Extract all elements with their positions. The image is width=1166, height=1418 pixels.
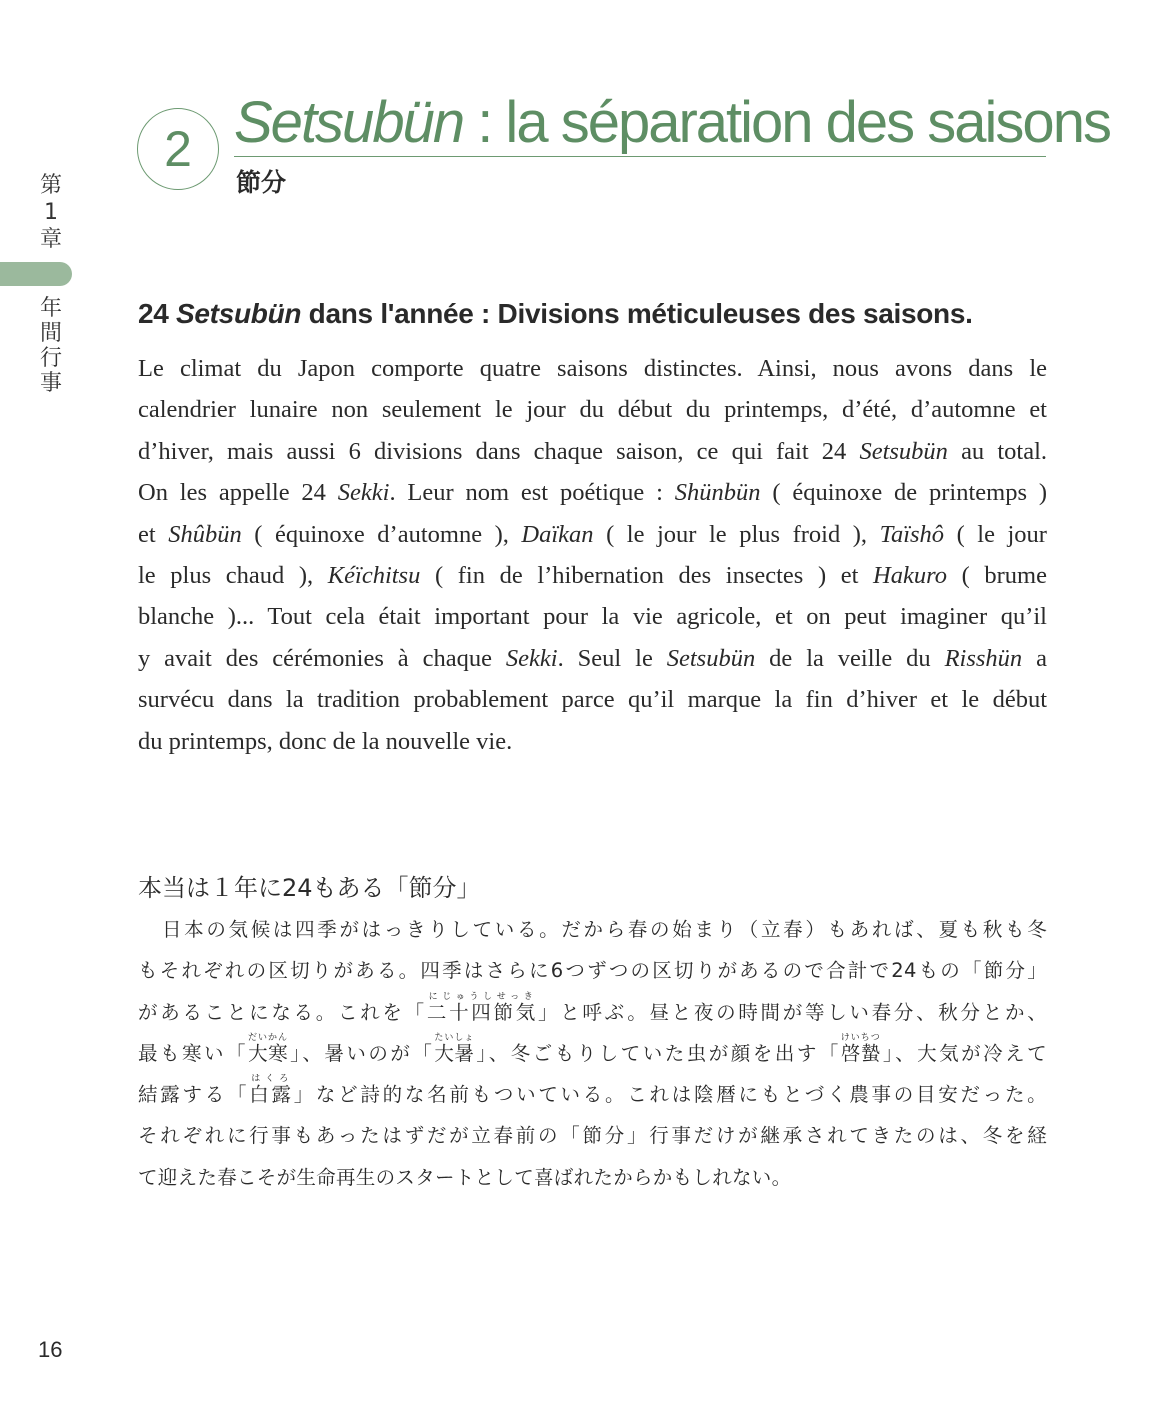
french-term: Sekki [505,644,558,672]
section-char: 事 [39,371,62,396]
japanese-text: 」、暑いのが「 [287,1041,435,1065]
french-term: Kéïchitsu [327,561,421,589]
furigana-reading: だいかん [247,1032,288,1043]
japanese-line [138,950,1047,991]
furigana-reading: たいしょ [434,1032,475,1043]
title-rest: : la séparation des saisons [463,90,1110,155]
french-text: ( le jour [944,520,1047,548]
chapter-char: 1 [44,200,58,225]
french-heading-number: 24 [138,298,177,329]
title-italic: Setsubün [234,90,464,155]
furigana-term: 大寒だいかん [247,1032,288,1065]
french-heading-rest: dans l'année : Divisions méticuleuses des saisons. [301,298,973,329]
french-text: de la veille du [755,644,945,672]
section-number-badge [137,108,219,190]
french-text: d’hiver, mais aussi 6 divisions dans chaque saison, ce qui fait 24 [138,437,860,465]
furigana-reading: にじゅうしせっき [426,991,536,1002]
french-term: Hakuro [873,561,947,589]
french-text: a [1022,644,1047,672]
french-term: Setsubün [666,644,756,672]
furigana-term: 白露はくろ [249,1074,294,1107]
french-term: Taïshô [879,520,945,548]
furigana-term: 啓蟄けいちつ [840,1032,881,1065]
french-text: On les appelle 24 [138,479,338,507]
section-char: 間 [39,321,62,346]
french-term: Shünbün [674,479,761,507]
chapter-char: 第 [39,173,62,198]
french-line [138,431,1047,472]
japanese-text: があることになる。これを「 [138,1000,427,1024]
french-text: calendrier lunaire non seulement le jour du début du printemps, d’été, d’automne et [138,396,1047,424]
japanese-line [138,909,1047,950]
french-term: Daïkan [521,520,594,548]
french-line [138,596,1047,637]
french-text: ( équinoxe de printemps ) [760,479,1047,507]
french-text: le plus chaud ), [138,561,328,589]
french-text: du printemps, donc de la nouvelle vie. [138,727,513,755]
chapter-label [38,172,64,253]
japanese-line [138,1115,1047,1156]
page-number: 16 [38,1337,63,1362]
japanese-heading: 本当は１年に24もある「節分」 [138,874,481,902]
furigana-term: 大暑たいしょ [434,1032,475,1065]
french-text: ( le jour le plus froid ), [593,520,880,548]
chapter-char: 章 [39,227,62,252]
chapter-tab-marker [0,262,72,286]
japanese-text: 」と呼ぶ。昼と夜の時間が等しい春分、秋分とか、 [537,1000,1047,1024]
japanese-line [138,1033,1047,1074]
french-text: blanche )... Tout cela était important pour la vie agricole, et on peut imaginer qu’il [138,603,1047,631]
french-text: . Leur nom est poétique : [389,479,675,507]
french-line [138,389,1047,430]
furigana-reading: けいちつ [840,1032,881,1043]
french-line [138,679,1047,720]
section-label [38,296,64,396]
french-text: ( équinoxe d’automne ), [241,520,522,548]
section-char: 行 [39,346,62,371]
french-line [138,638,1047,679]
french-text: y avait des cérémonies à chaque [138,644,506,672]
french-term: Shûbün [168,520,242,548]
french-text: ( brume [947,561,1047,589]
french-heading [138,298,1050,330]
furigana-term: 二十四節気にじゅうしせっき [426,991,538,1024]
title-japanese: 節分 [236,168,287,197]
japanese-text: 結露する「 [138,1083,250,1107]
title-divider [234,156,1046,157]
french-line [138,555,1047,596]
french-text: Le climat du Japon comporte quatre saisons distinctes. Ainsi, nous avons dans le [138,355,1047,382]
french-text: au total. [947,437,1047,465]
japanese-line [138,992,1047,1033]
japanese-paragraph [138,909,1047,1198]
japanese-text: もそれぞれの区切りがある。四季はさらに6つずつの区切りがあるので合計で24もの「節分」 [138,959,1047,983]
section-number: 2 [164,121,192,177]
french-term: Setsubün [859,437,948,465]
japanese-text: それぞれに行事もあったはずだが立春前の「節分」行事だけが継承されてきたのは、冬を経 [138,1124,1047,1148]
french-text: survécu dans la tradition probablement parce qu’il marque la fin d’hiver et le début [138,686,1047,714]
french-line [138,514,1047,555]
french-line [138,472,1047,513]
japanese-text: て迎えた春こそが生命再生のスタートとして喜ばれたからかもしれない。 [138,1165,792,1189]
french-heading-italic: Setsubün [176,298,302,329]
french-text: . Seul le [557,644,667,672]
french-term: Sekki [337,479,390,507]
french-term: Risshün [944,644,1023,672]
french-line [138,721,1047,762]
japanese-text: 最も寒い「 [138,1041,249,1065]
japanese-text: 」など詩的な名前もついている。これは陰暦にもとづく農事の目安だった。 [293,1083,1047,1107]
french-text: et [138,520,169,548]
japanese-text: 日本の気候は四季がはっきりしている。だから春の始まり（立春）もあれば、夏も秋も冬 [162,918,1048,941]
japanese-line [138,1157,1047,1198]
page-title [234,88,1110,158]
section-char: 年 [39,296,62,321]
japanese-line [138,1074,1047,1115]
french-line [138,348,1047,389]
japanese-text: 」、大気が冷えて [880,1041,1047,1065]
japanese-text: 」、冬ごもりしていた虫が顔を出す「 [474,1041,841,1065]
french-text: ( fin de l’hibernation des insectes ) et [420,561,874,589]
furigana-reading: はくろ [249,1074,292,1085]
french-paragraph [138,348,1047,762]
